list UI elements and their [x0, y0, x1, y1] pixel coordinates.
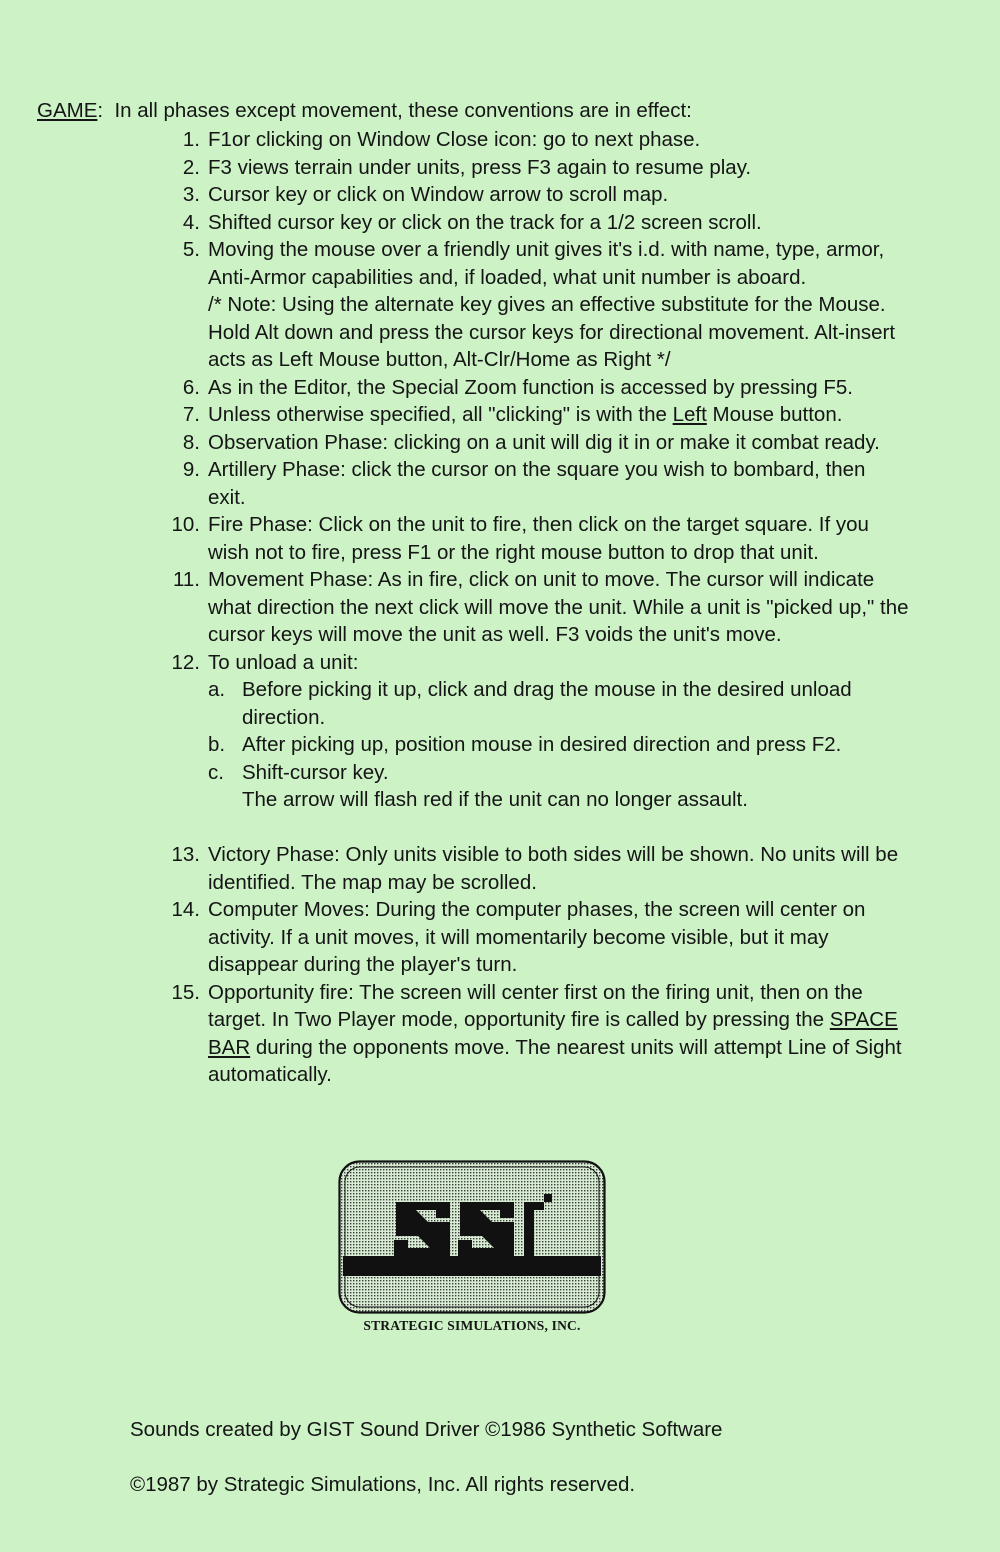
list-item — [0, 566, 988, 649]
item-text: As in the Editor, the Special Zoom function is accessed by pressing F5. — [208, 375, 853, 399]
item-number: 3. — [182, 183, 200, 206]
list-subitem — [0, 676, 988, 731]
item-text: Computer Moves: During the computer phases, the screen will center on — [208, 898, 866, 921]
item-number: 12. — [171, 650, 200, 674]
list-item — [0, 126, 988, 154]
alt-key-note: acts as Left Mouse button, Alt-Clr/Home as Right */ — [208, 348, 671, 371]
list-item — [0, 236, 988, 374]
item-text: F3 views terrain under units, press F3 again to resume play. — [208, 155, 752, 179]
item-number: 14. — [171, 898, 200, 921]
subitem-letter: c. — [208, 760, 224, 784]
item-text: Movement Phase: As in fire, click on unit to move. The cursor will indicate — [208, 568, 875, 591]
space-key-label: SPACE — [829, 1008, 898, 1031]
game-heading: GAME — [37, 99, 98, 122]
item-text: exit. — [208, 485, 246, 509]
item-number: 1. — [182, 128, 200, 151]
logo-caption: STRATEGIC SIMULATIONS, INC. — [363, 1318, 581, 1333]
ssi-logo-graphic — [338, 1160, 606, 1314]
subitem-text: The arrow will flash red if the unit can no longer assault. — [242, 788, 748, 811]
list-item — [0, 979, 988, 1089]
intro-text: In all phases except movement, these conventions are in effect: — [114, 99, 692, 122]
list-item — [0, 841, 988, 896]
item-text: disappear during the player's turn. — [208, 953, 518, 976]
list-subitem — [0, 759, 988, 814]
item-text: activity. If a unit moves, it will momentarily become visible, but it may — [208, 925, 829, 949]
item-number: 5. — [182, 238, 200, 261]
item-number: 11. — [173, 568, 200, 591]
list-item — [0, 209, 988, 237]
item-text: Unless otherwise specified, all "clicking" is with the Left Mouse button. — [208, 403, 843, 426]
bar-key-label: BAR — [208, 1035, 251, 1059]
item-number: 2. — [182, 155, 200, 179]
subitem-text: Before picking it up, click and drag the mouse in the desired unload — [242, 678, 852, 701]
item-text: Cursor key or click on Window arrow to scroll map. — [208, 183, 669, 206]
game-intro — [37, 99, 692, 123]
subitem-letter: a. — [208, 678, 226, 701]
subitem-text: Shift-cursor key. — [242, 760, 389, 784]
list-item — [0, 456, 988, 511]
item-number: 7. — [182, 403, 200, 426]
item-number: 10. — [171, 513, 200, 536]
list-item — [0, 154, 988, 182]
spacer — [0, 814, 1000, 842]
alt-key-note: /* Note: Using the alternate key gives an effective substitute for the Mouse. — [208, 293, 886, 316]
item-text: Artillery Phase: click the cursor on the square you wish to bombard, then — [208, 458, 866, 481]
item-text: Shifted cursor key or click on the track for a 1/2 screen scroll. — [208, 210, 762, 234]
list-item — [0, 649, 988, 677]
item-text: Fire Phase: Click on the unit to fire, then click on the target square. If you — [208, 513, 869, 536]
item-text: Moving the mouse over a friendly unit gives it's i.d. with name, type, armor, — [208, 238, 885, 261]
item-text: wish not to fire, press F1 or the right mouse button to drop that unit. — [208, 540, 819, 564]
item-text: what direction the next click will move the unit. While a unit is "picked up," the — [208, 595, 909, 619]
list-subitem — [0, 731, 988, 759]
item-number: 9. — [182, 458, 200, 481]
item-text: automatically. — [208, 1063, 332, 1086]
item-text: Victory Phase: Only units visible to both sides will be shown. No units will be — [208, 843, 899, 866]
item-number: 6. — [182, 375, 200, 399]
item-text: Observation Phase: clicking on a unit will dig it in or make it combat ready. — [208, 430, 880, 454]
item-text: Anti-Armor capabilities and, if loaded, what unit number is aboard. — [208, 265, 807, 289]
item-number: 4. — [182, 210, 200, 234]
list-item — [0, 429, 988, 457]
item-text: cursor keys will move the unit as well. F3 voids the unit's move. — [208, 623, 782, 646]
item-number: 15. — [171, 980, 200, 1004]
ssi-logo — [338, 1160, 606, 1333]
item-number: 8. — [182, 430, 200, 454]
subitem-text: direction. — [242, 705, 326, 729]
copyright-notice: ©1987 by Strategic Simulations, Inc. All rights reserved. — [130, 1473, 636, 1496]
item-number: 13. — [171, 843, 200, 866]
alt-key-note: Hold Alt down and press the cursor keys for directional movement. Alt-insert — [208, 320, 896, 344]
list-item — [0, 896, 988, 979]
item-text: BAR during the opponents move. The nearest units will attempt Line of Sight — [208, 1035, 902, 1059]
list-item — [0, 401, 988, 429]
item-text: To unload a unit: — [208, 650, 359, 674]
subitem-text: After picking up, position mouse in desired direction and press F2. — [242, 733, 842, 756]
game-heading-colon: : — [97, 99, 104, 122]
list-item — [0, 511, 988, 566]
conventions-list — [0, 126, 1000, 1089]
item-text: F1or clicking on Window Close icon: go to next phase. — [208, 128, 701, 151]
list-item — [0, 181, 988, 209]
list-item — [0, 374, 988, 402]
left-emphasis: Left — [672, 403, 707, 426]
item-text: identified. The map may be scrolled. — [208, 870, 537, 894]
item-text: target. In Two Player mode, opportunity fire is called by pressing the SPACE — [208, 1008, 898, 1031]
item-text: Opportunity fire: The screen will center first on the firing unit, then on the — [208, 980, 863, 1004]
sounds-credit: Sounds created by GIST Sound Driver ©1986 Synthetic Software — [130, 1418, 723, 1441]
subitem-letter: b. — [208, 733, 226, 756]
